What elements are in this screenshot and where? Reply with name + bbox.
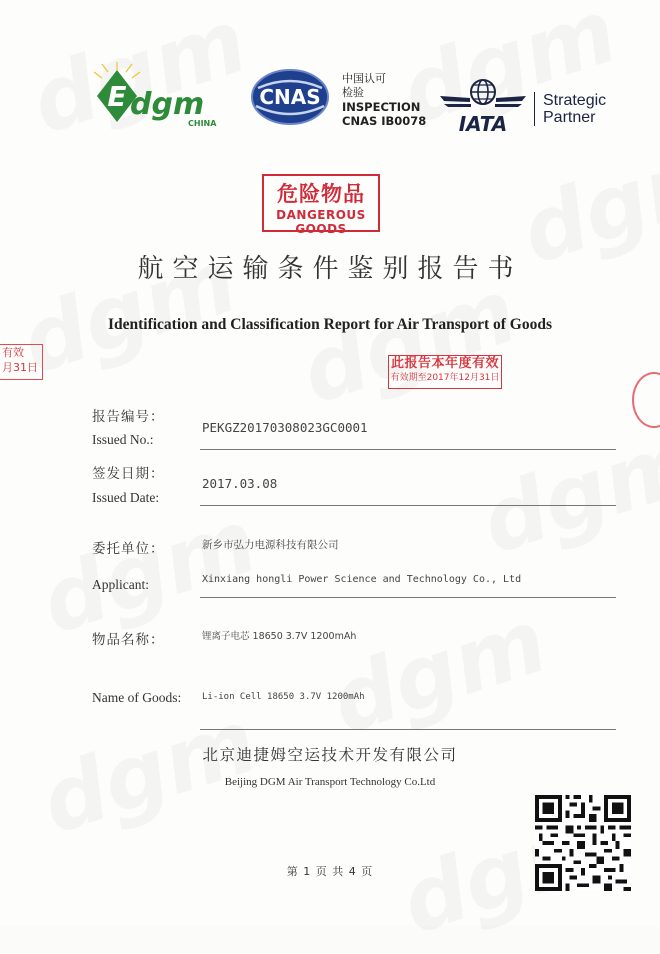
svg-text:E: E [107, 80, 127, 113]
issuer-name-en: Beijing DGM Air Transport Technology Co.Ltd [224, 776, 436, 788]
report-title-cn: 航空运输条件鉴别报告书 [137, 254, 523, 284]
inspection-line: 检验 [342, 86, 364, 99]
stamp-en: DANGEROUS GOODS [276, 208, 366, 236]
cnas-inspection-text [342, 72, 426, 128]
report-no-label-en: Issued No.: [92, 432, 154, 447]
validity-line2: 有效期至2017年12月31日 [390, 373, 500, 383]
validity-stamp [388, 355, 502, 389]
goods-value-cn: 锂离子电芯 18650 3.7V 1200mAh [202, 631, 357, 642]
inspection-line: INSPECTION [342, 100, 421, 114]
iata-logo [438, 76, 528, 136]
partner-line: Partner [543, 109, 596, 126]
issue-date-label-en: Issued Date: [92, 490, 160, 505]
watermark-logo [29, 689, 268, 854]
page-number: 第 1 页 共 4 页 [286, 865, 374, 878]
report-title-en: Identification and Classification Report for Air Transport of Goods [107, 316, 553, 333]
report-no-value: PEKGZ20170308023GC0001 [202, 420, 368, 435]
applicant-value-cn: 新乡市弘力电源科技有限公司 [202, 539, 339, 551]
report-no-label-cn: 报告编号： [92, 409, 165, 425]
right-edge-seal [632, 372, 660, 428]
edge-stamp-line: 月31日 [2, 361, 38, 374]
goods-value-en: Li-ion Cell 18650 3.7V 1200mAh [202, 692, 365, 702]
divider [200, 729, 616, 730]
goods-label-en: Name of Goods: [92, 690, 182, 705]
iata-wordmark: IATA [458, 112, 508, 136]
inspection-line: CNAS IB0078 [342, 114, 427, 128]
left-edge-stamp [0, 344, 43, 380]
edgm-subtitle: CHINA [188, 119, 217, 128]
strategic-partner-label [534, 92, 606, 126]
dangerous-goods-stamp [262, 174, 380, 236]
divider [200, 505, 616, 506]
validity-line1: 此报告本年度有效 [390, 356, 499, 371]
edgm-logo [92, 62, 232, 132]
edge-stamp-line: 有效 [2, 346, 24, 359]
divider [200, 449, 616, 450]
applicant-label-cn: 委托单位： [92, 541, 165, 557]
partner-line: Strategic [543, 92, 607, 109]
applicant-label-en: Applicant: [92, 577, 149, 592]
cnas-logo [250, 68, 330, 126]
issue-date-label-cn: 签发日期： [92, 466, 165, 482]
edgm-wordmark: dgm [130, 87, 205, 122]
divider [200, 597, 616, 598]
stamp-cn: 危险物品 [277, 182, 365, 206]
applicant-value-en: Xinxiang hongli Power Science and Technology Co., Ltd [202, 574, 522, 585]
issue-date-value: 2017.03.08 [202, 476, 278, 491]
cnas-wordmark: CNAS [259, 85, 321, 109]
goods-label-cn: 物品名称： [92, 632, 165, 648]
inspection-line: 中国认可 [342, 72, 386, 85]
issuer-name-cn: 北京迪捷姆空运技术开发有限公司 [202, 746, 458, 764]
watermark-logo [469, 409, 660, 574]
